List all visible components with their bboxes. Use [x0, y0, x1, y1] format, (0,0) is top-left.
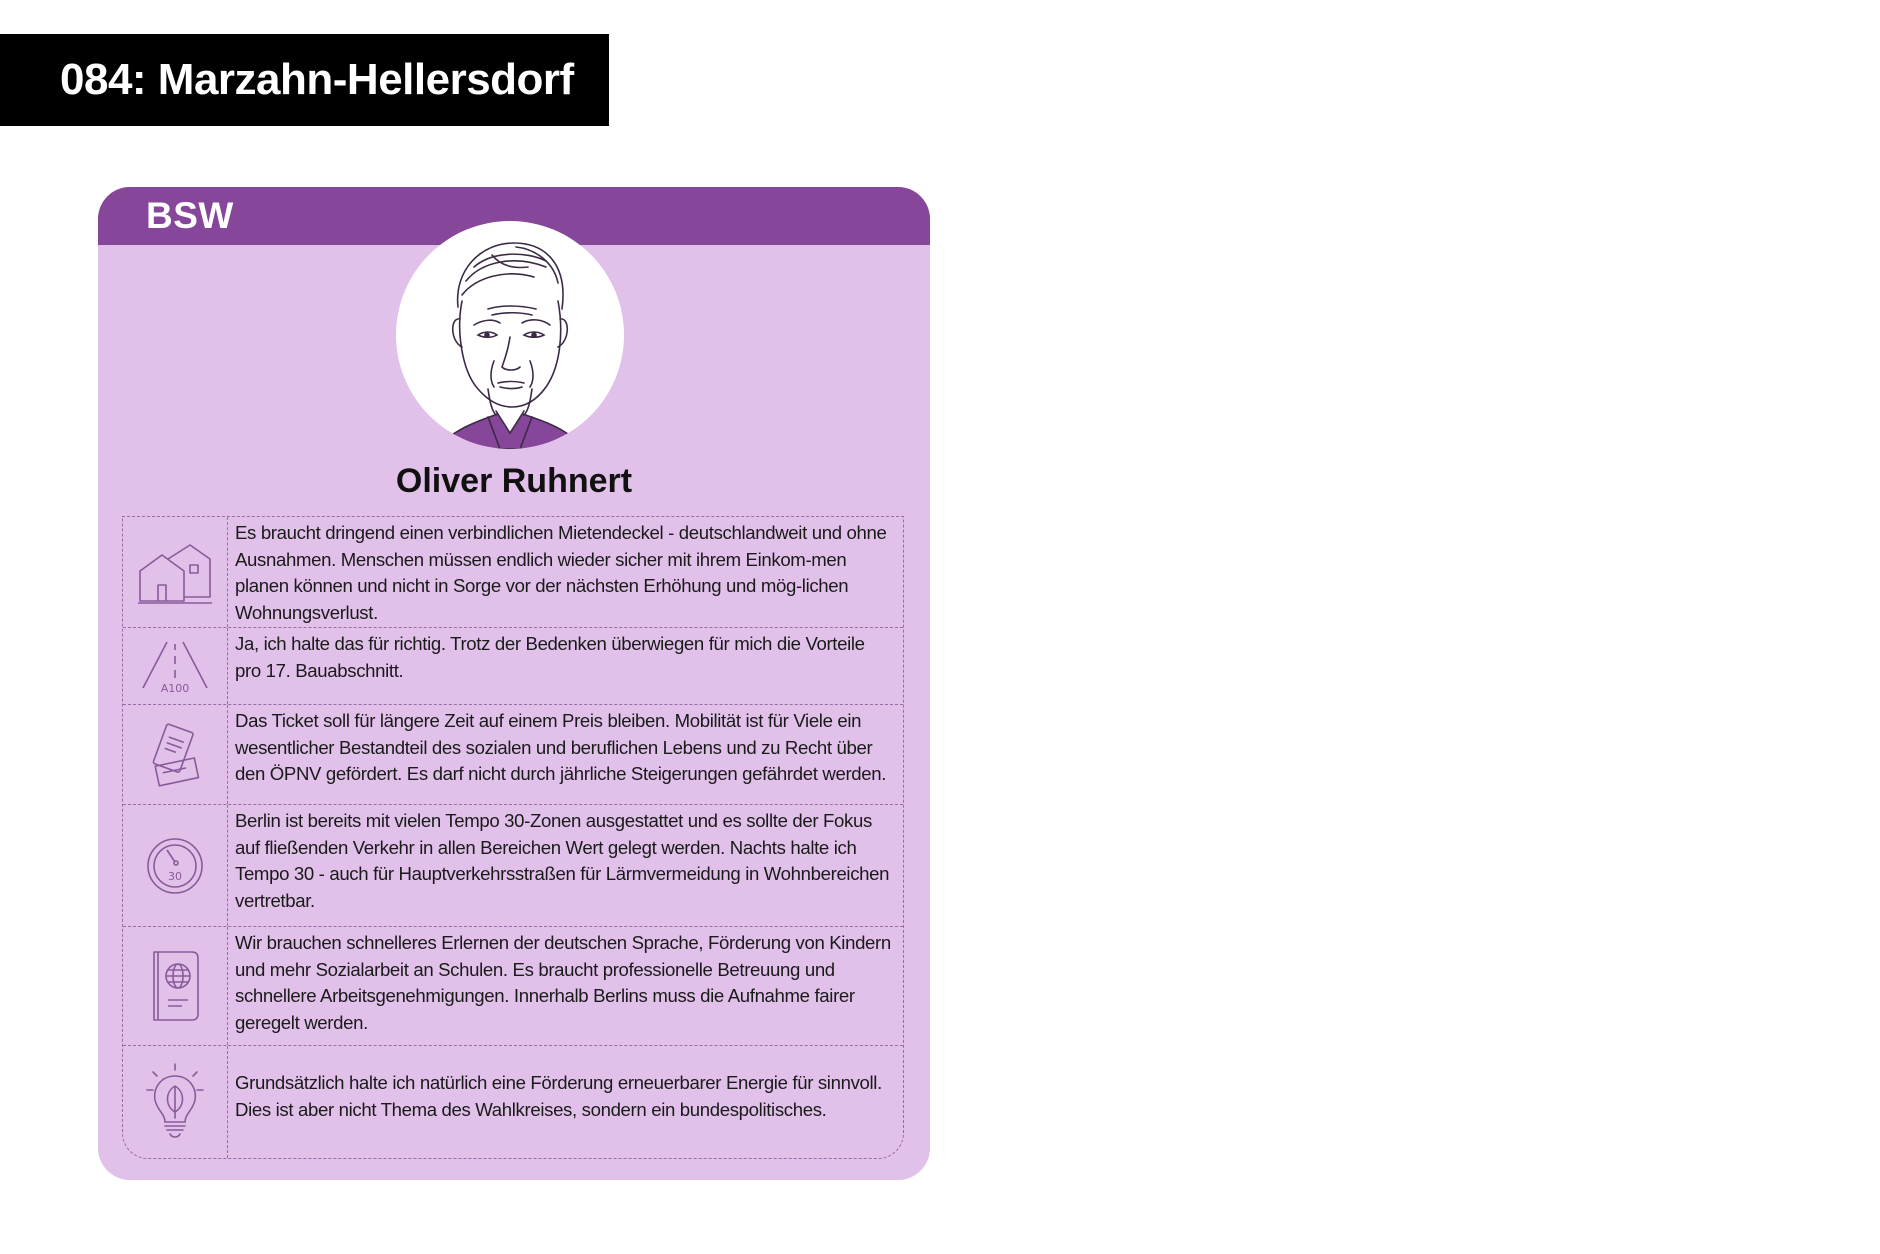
- answer-text: Berlin ist bereits mit vielen Tempo 30-Zonen ausgestattet und es sollte der Fokus auf fließenden Verkehr in allen Bereichen Wert gelegt werden. Nachts halte ich Tempo 30 - auch für Hauptverkehrsstraßen für Lärmvermeidung in Wohnbereichen vertretbar.: [235, 810, 890, 911]
- house-icon: [123, 517, 228, 627]
- answer-row-housing: [123, 517, 903, 628]
- answer-row-migration: [123, 927, 903, 1046]
- answer-row-highway: [123, 628, 903, 705]
- party-name: BSW: [146, 195, 234, 236]
- candidate-portrait: [396, 221, 624, 449]
- passport-icon: [123, 927, 228, 1045]
- answer-row-tempo30: [123, 805, 903, 927]
- ticket-icon: [123, 705, 228, 804]
- speedometer-icon: [123, 805, 228, 926]
- speedometer-icon-label: 30: [168, 869, 182, 883]
- answer-text: Wir brauchen schnelleres Erlernen der deutschen Sprache, Förderung von Kindern und mehr Sozialarbeit an Schulen. Es braucht professionelle Betreuung und schnellere Arbeitsgenehmigungen. Innerhalb Berlins muss die Aufnahme fairer geregelt werden.: [235, 932, 891, 1033]
- answer-row-energy: [123, 1046, 903, 1158]
- highway-icon-label: A100: [160, 682, 190, 694]
- answers-table: [122, 516, 904, 1159]
- answer-text: Das Ticket soll für längere Zeit auf einem Preis bleiben. Mobilität ist für Viele ein wesentlicher Bestandteil des sozialen und beruflichen Lebens und zu Recht über den ÖPNV gefördert. Es darf nicht durch jährliche Steigerungen gefährdet werden.: [235, 710, 887, 784]
- candidate-card: [98, 187, 930, 1180]
- answer-text: Es braucht dringend einen verbindlichen Mietendeckel - deutschlandweit und ohne Ausnahmen. Menschen müssen endlich wieder sicher mit ihrem Einkom-men planen können und nicht in Sorge vor der nächsten Erhöhung und mög-lichen Wohnungsverlust.: [235, 522, 887, 623]
- answer-text: Grundsätzlich halte ich natürlich eine Förderung erneuerbarer Energie für sinnvoll. Dies ist aber nicht Thema des Wahlkreises, sondern ein bundespolitisches.: [235, 1072, 882, 1120]
- answer-row-ticket: [123, 705, 903, 805]
- highway-icon: [123, 628, 228, 704]
- lightbulb-leaf-icon: [123, 1046, 228, 1158]
- answer-text: Ja, ich halte das für richtig. Trotz der Bedenken überwiegen für mich die Vorteile pro 17. Bauabschnitt.: [235, 633, 865, 681]
- district-title: 084: Marzahn-Hellersdorf: [0, 34, 609, 126]
- candidate-name: Oliver Ruhnert: [395, 462, 633, 500]
